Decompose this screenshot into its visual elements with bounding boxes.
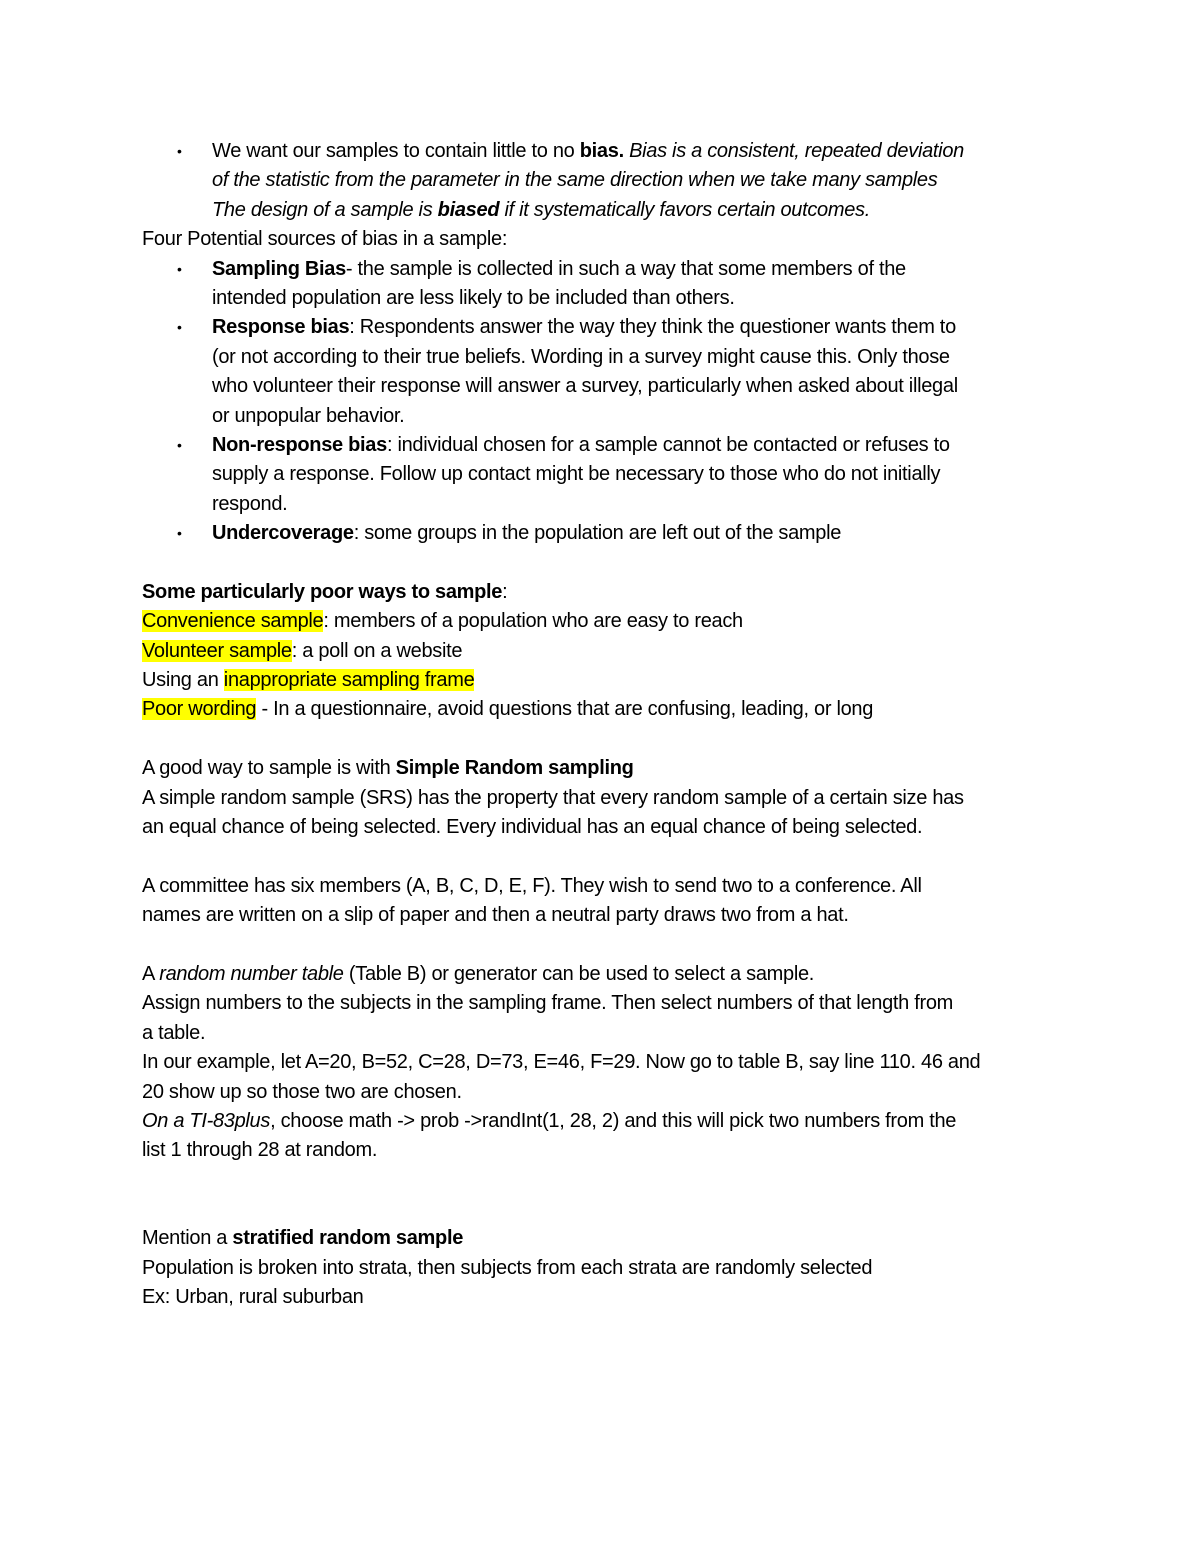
term-description: : members of a population who are easy to reach bbox=[323, 610, 743, 633]
intro-bullet-line-2 bbox=[142, 166, 1062, 195]
source-response-bias bbox=[142, 313, 1062, 342]
random-table-text: A bbox=[142, 962, 160, 985]
biased-design-text: The design of a sample is bbox=[212, 198, 438, 221]
calculator-instructions: , choose math -> prob ->randInt(1, 28, 2) and this will pick two numbers from the bbox=[270, 1109, 957, 1132]
bullet-icon: • bbox=[177, 436, 182, 453]
source-non-response-bias bbox=[142, 431, 1062, 460]
convenience-sample-line bbox=[142, 607, 1062, 636]
calculator-line bbox=[142, 1107, 1062, 1136]
source-undercoverage bbox=[142, 519, 1062, 548]
srs-definition-line: A simple random sample (SRS) has the property that every random sample of a certain size has bbox=[142, 786, 964, 809]
stratified-text: Mention a bbox=[142, 1227, 233, 1250]
srs-intro-text: A good way to sample is with bbox=[142, 757, 396, 780]
blank-line bbox=[142, 931, 1062, 960]
committee-example-line: names are written on a slip of paper and then a neutral party draws two from a hat. bbox=[142, 904, 849, 927]
highlight-term: inappropriate sampling frame bbox=[223, 669, 475, 692]
calculator-line: list 1 through 28 at random. bbox=[142, 1139, 378, 1162]
source-response-bias-cont: (or not according to their true beliefs. Wording in a survey might cause this. Only those bbox=[212, 345, 950, 368]
bullet-icon: • bbox=[177, 319, 182, 336]
blank-line bbox=[142, 842, 1062, 871]
poor-ways-heading bbox=[142, 578, 1062, 607]
term-description: : a poll on a website bbox=[291, 639, 463, 662]
intro-bias-definition: Bias is a consistent, repeated deviation bbox=[623, 140, 964, 162]
intro-text: We want our samples to contain little to no bbox=[212, 140, 580, 162]
highlight-term: Volunteer sample bbox=[142, 639, 292, 662]
source-term: Undercoverage bbox=[212, 522, 354, 545]
biased-design-text-end: if it systematically favors certain outcomes. bbox=[499, 198, 871, 221]
bullet-icon: • bbox=[177, 260, 182, 277]
bullet-icon: • bbox=[177, 143, 182, 159]
random-table-term: random number table bbox=[159, 962, 344, 985]
source-term: Sampling Bias bbox=[212, 257, 346, 280]
stratified-term: stratified random sample bbox=[232, 1227, 464, 1250]
source-response-bias-cont: who volunteer their response will answer a survey, particularly when asked about illegal bbox=[212, 375, 958, 398]
committee-example-line: A committee has six members (A, B, C, D, E, F). They wish to send two to a conference. All bbox=[142, 874, 922, 897]
random-table-line: a table. bbox=[142, 1021, 206, 1044]
biased-term: biased bbox=[437, 198, 500, 221]
term-description: - In a questionnaire, avoid questions that are confusing, leading, or long bbox=[256, 698, 874, 721]
source-text: : individual chosen for a sample cannot be contacted or refuses to bbox=[386, 433, 950, 456]
intro-bullet-line-1 bbox=[142, 137, 1062, 166]
random-table-text: (Table B) or generator can be used to select a sample. bbox=[343, 962, 815, 985]
bullet-icon: • bbox=[177, 525, 182, 542]
source-non-response-bias-cont: supply a response. Follow up contact might be necessary to those who do not initially bbox=[212, 463, 941, 486]
source-term: Non-response bias bbox=[212, 433, 387, 456]
intro-bias-term: bias. bbox=[579, 140, 624, 162]
blank-line bbox=[142, 1195, 1062, 1224]
sources-heading: Four Potential sources of bias in a sample: bbox=[142, 228, 508, 251]
source-response-bias-cont: or unpopular behavior. bbox=[212, 404, 405, 427]
term-prefix: Using an bbox=[142, 669, 224, 692]
random-table-line: 20 show up so those two are chosen. bbox=[142, 1080, 462, 1103]
intro-bullet-line-3 bbox=[142, 196, 1062, 225]
highlight-term: Convenience sample bbox=[142, 610, 324, 633]
blank-line bbox=[142, 725, 1062, 754]
blank-line bbox=[142, 1166, 1062, 1195]
blank-line bbox=[142, 548, 1062, 577]
srs-definition-line: an equal chance of being selected. Every individual has an equal chance of being selected. bbox=[142, 815, 923, 838]
stratified-line: Population is broken into strata, then subjects from each strata are randomly selected bbox=[142, 1256, 873, 1279]
source-non-response-bias-cont: respond. bbox=[212, 492, 288, 515]
poor-wording-line bbox=[142, 695, 1062, 724]
calculator-model: On a TI-83plus bbox=[142, 1109, 271, 1132]
random-table-line: Assign numbers to the subjects in the sampling frame. Then select numbers of that length from bbox=[142, 992, 954, 1015]
source-sampling-bias-cont: intended population are less likely to be included than others. bbox=[212, 286, 735, 309]
poor-ways-colon: : bbox=[502, 580, 508, 603]
volunteer-sample-line bbox=[142, 637, 1062, 666]
highlight-term: Poor wording bbox=[142, 698, 257, 721]
poor-ways-title: Some particularly poor ways to sample bbox=[142, 580, 503, 603]
source-sampling-bias bbox=[142, 255, 1062, 284]
sampling-frame-line bbox=[142, 666, 1062, 695]
srs-term: Simple Random sampling bbox=[395, 757, 634, 780]
source-term: Response bias bbox=[212, 316, 350, 339]
stratified-line: Ex: Urban, rural suburban bbox=[142, 1286, 364, 1309]
random-table-line: In our example, let A=20, B=52, C=28, D=73, E=46, F=29. Now go to table B, say line 110. 46 and bbox=[142, 1051, 981, 1074]
srs-intro-line bbox=[142, 754, 1062, 783]
document-body bbox=[142, 137, 1062, 1313]
intro-bias-definition-cont: of the statistic from the parameter in the same direction when we take many samples bbox=[212, 169, 938, 192]
source-text: : Respondents answer the way they think the questioner wants them to bbox=[349, 316, 956, 339]
source-text: : some groups in the population are left out of the sample bbox=[353, 522, 842, 545]
random-table-line bbox=[142, 960, 1062, 989]
source-text: - the sample is collected in such a way that some members of the bbox=[345, 257, 906, 280]
stratified-heading-line bbox=[142, 1224, 1062, 1253]
